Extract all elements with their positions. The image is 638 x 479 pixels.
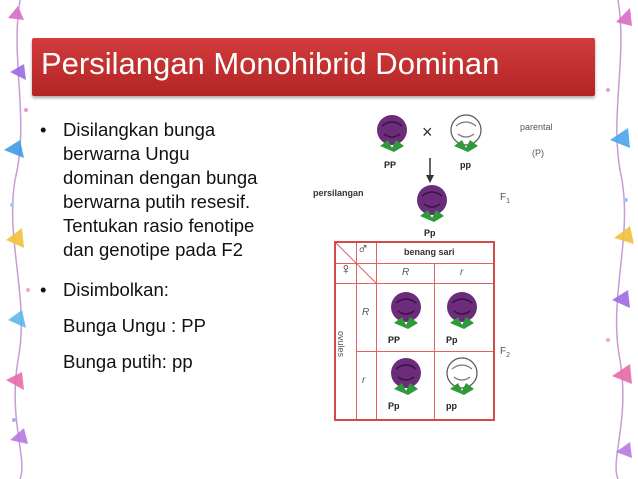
bullet-line: dominan dengan bunga — [63, 167, 258, 188]
bullet-line: Tentukan rasio fenotipe — [63, 215, 255, 236]
bullet-item-1 — [40, 118, 310, 262]
purple-flower-icon — [410, 182, 454, 226]
punnett-cell-genotype: Pp — [446, 335, 458, 345]
slide-title: Persilangan Monohibrid Dominan — [41, 46, 500, 81]
bullet-line: • Disimbolkan: — [63, 279, 169, 300]
genetics-cross-figure — [306, 108, 596, 418]
parent2-genotype: pp — [460, 160, 471, 170]
purple-flower-icon — [384, 289, 428, 333]
purple-flower-icon — [384, 355, 428, 399]
allele-row1: R — [362, 307, 370, 318]
label-f1: $F_1$ — [500, 192, 511, 205]
parent1-genotype: PP — [384, 160, 397, 170]
label-p: (P) — [532, 148, 544, 158]
label-persilangan: persilangan — [313, 188, 364, 198]
header-benang-sari: benang sari — [404, 247, 455, 257]
bullet-line: berwarna Ungu — [63, 143, 190, 164]
female-symbol: ♀ — [340, 261, 352, 278]
male-symbol: ♂ — [357, 241, 369, 258]
punnett-square — [334, 241, 495, 421]
bullet-line: • Disilangkan bunga — [63, 119, 216, 140]
bullet-line: dan genotipe pada F2 — [63, 239, 244, 260]
bullet-item-2 — [40, 278, 310, 302]
punnett-cell-genotype: pp — [446, 401, 457, 411]
f1-genotype: Pp — [424, 228, 436, 238]
sub-line-purple: Bunga Ungu : PP — [63, 315, 206, 336]
sub-line-white: Bunga putih: pp — [63, 351, 193, 372]
bullet-line: berwarna putih resesif. — [63, 191, 251, 212]
decorative-butterfly-border-right — [596, 0, 638, 479]
punnett-cell-genotype: Pp — [388, 401, 400, 411]
label-parental: parental — [520, 122, 553, 132]
allele-row2: r — [362, 375, 366, 386]
punnett-cell-genotype: PP — [388, 335, 401, 345]
white-flower-icon — [444, 112, 488, 156]
title-banner — [32, 38, 595, 96]
cross-symbol: × — [422, 122, 433, 142]
white-flower-icon — [440, 355, 484, 399]
header-ovules: ovules — [336, 330, 347, 358]
purple-flower-icon — [440, 289, 484, 333]
label-f2: $F_2$ — [500, 346, 511, 359]
allele-col2: r — [460, 267, 464, 278]
arrow-down-icon — [425, 158, 435, 184]
allele-col1: R — [402, 267, 410, 278]
purple-flower-icon — [370, 112, 414, 156]
bullet-content — [40, 118, 310, 374]
